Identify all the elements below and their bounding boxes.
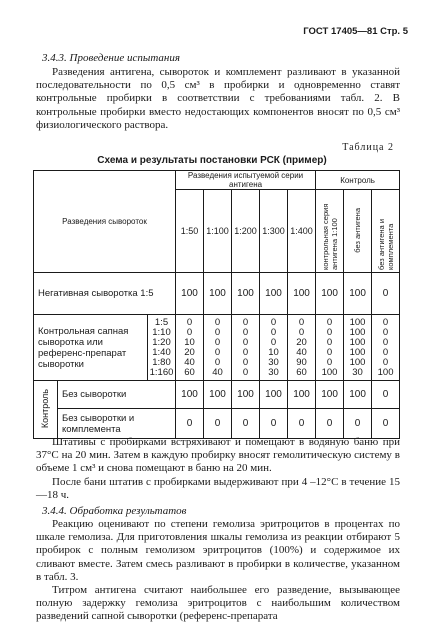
paragraph-1-text: Разведения антигена, сывороток и комплемент разливают в указанной последовательности по 0,5 см³ в пробирки и одновременно ставят контрольные пробирки в соответствии с требованиями табл. 2. В контрольные пробирки вместо недостающих компонентов вносят по 0,5 см³ физиологического раствора. xyxy=(36,66,400,131)
paragraph-5-text: Титром антигена считают наибольшее его разведение, вызывающее полную задержку гемолиза эритроцитов с наибольшим количеством разведений сапной сыворотки (референс-препарата xyxy=(36,584,400,623)
row-label-no-serum-complement: Без сыворотки и комплемента xyxy=(58,409,176,439)
table-title: Схема и результаты постановки РСК (пример) xyxy=(97,155,327,166)
dilution-stack: 1:5 1:10 1:20 1:40 1:80 1:160 xyxy=(148,315,176,381)
section-343-title: 3.4.3. Проведение испытания xyxy=(42,52,180,64)
cell: 100 xyxy=(232,381,260,409)
cell: 100 xyxy=(232,273,260,315)
cell: 0 xyxy=(372,381,400,409)
value-stack: 100 100 100 100 100 30 xyxy=(344,315,372,381)
group-header-control: Контроль xyxy=(316,171,400,190)
control-header: без антигена xyxy=(344,190,372,273)
cell: 0 xyxy=(232,409,260,439)
cell: 100 xyxy=(288,273,316,315)
value-stack: 0 0 10 20 40 60 xyxy=(176,315,204,381)
group-header-antigen: Разведения испытуемой серии антигена xyxy=(176,171,316,190)
value-stack: 0 0 0 0 0 100 xyxy=(372,315,400,381)
dilution-header: 1:50 xyxy=(176,190,204,273)
col-header-serum: Разведения сывороток xyxy=(34,171,176,273)
table-row-negative xyxy=(34,273,400,315)
dilution-header: 1:100 xyxy=(204,190,232,273)
cell: 0 xyxy=(204,409,232,439)
section-344-title: 3.4.4. Обработка результатов xyxy=(42,505,187,517)
row-label-control-serum: Контрольная сапная сыворотка или референс-препарат сыворотки xyxy=(34,315,148,381)
paragraph-2-text: Штативы с пробирками встряхивают и помещают в водяную баню при 37°С на 20 мин. Затем в каждую пробирку вносят гемолитическую систему в объеме 1 см³ и снова помещают в баню на 20 мин. xyxy=(36,436,400,475)
cell: 0 xyxy=(176,409,204,439)
cell: 0 xyxy=(260,409,288,439)
row-label-no-serum: Без сыворотки xyxy=(58,381,176,409)
value-stack: 0 0 20 40 90 60 xyxy=(288,315,316,381)
paragraph-4 xyxy=(36,518,400,624)
rsk-table xyxy=(33,170,400,439)
table-row-no-serum xyxy=(34,381,400,409)
cell: 100 xyxy=(344,381,372,409)
cell: 100 xyxy=(316,273,344,315)
control-header: контрольная серия антигена 1:100 xyxy=(316,190,344,273)
paragraph-4-text: Реакцию оценивают по степени гемолиза эритроцитов в процентах по шкале гемолиза. Для приготовления шкалы гемолиза из реакции отбирают 5 пробирок с полным гемолизом эритроцитов (100%) и содержимое их сливают вместе. Затем смесь разливают в пробирки в количестве, указанном в табл. 3. xyxy=(36,518,400,583)
table-row-control-serum xyxy=(34,315,400,381)
cell: 0 xyxy=(372,409,400,439)
value-stack: 0 0 0 0 0 0 xyxy=(232,315,260,381)
row-label-negative: Негативная сыворотка 1:5 xyxy=(34,273,176,315)
value-stack: 0 0 0 0 0 100 xyxy=(316,315,344,381)
cell: 100 xyxy=(260,273,288,315)
page-header: ГОСТ 17405—81 Стр. 5 xyxy=(303,26,408,37)
table-number: Таблица 2 xyxy=(342,142,394,153)
dilution-header: 1:300 xyxy=(260,190,288,273)
cell: 100 xyxy=(204,381,232,409)
cell: 100 xyxy=(176,381,204,409)
cell: 100 xyxy=(260,381,288,409)
dilution-header: 1:400 xyxy=(288,190,316,273)
cell: 0 xyxy=(316,409,344,439)
cell: 100 xyxy=(316,381,344,409)
table-row-no-serum-complement xyxy=(34,409,400,439)
cell: 100 xyxy=(288,381,316,409)
paragraph-3-text: После бани штатив с пробирками выдерживают при 4 –12°С в течение 15—18 ч. xyxy=(36,475,400,501)
value-stack: 0 0 0 10 30 30 xyxy=(260,315,288,381)
dilution-header: 1:200 xyxy=(232,190,260,273)
value-stack: 0 0 0 0 0 40 xyxy=(204,315,232,381)
cell: 100 xyxy=(344,273,372,315)
control-header: без антигена и комплемента xyxy=(372,190,400,273)
control-group-label: Контроль xyxy=(34,381,58,439)
cell: 0 xyxy=(344,409,372,439)
cell: 0 xyxy=(372,273,400,315)
cell: 100 xyxy=(204,273,232,315)
cell: 100 xyxy=(176,273,204,315)
paragraph-2 xyxy=(36,436,400,502)
cell: 0 xyxy=(288,409,316,439)
paragraph-1 xyxy=(36,66,400,132)
